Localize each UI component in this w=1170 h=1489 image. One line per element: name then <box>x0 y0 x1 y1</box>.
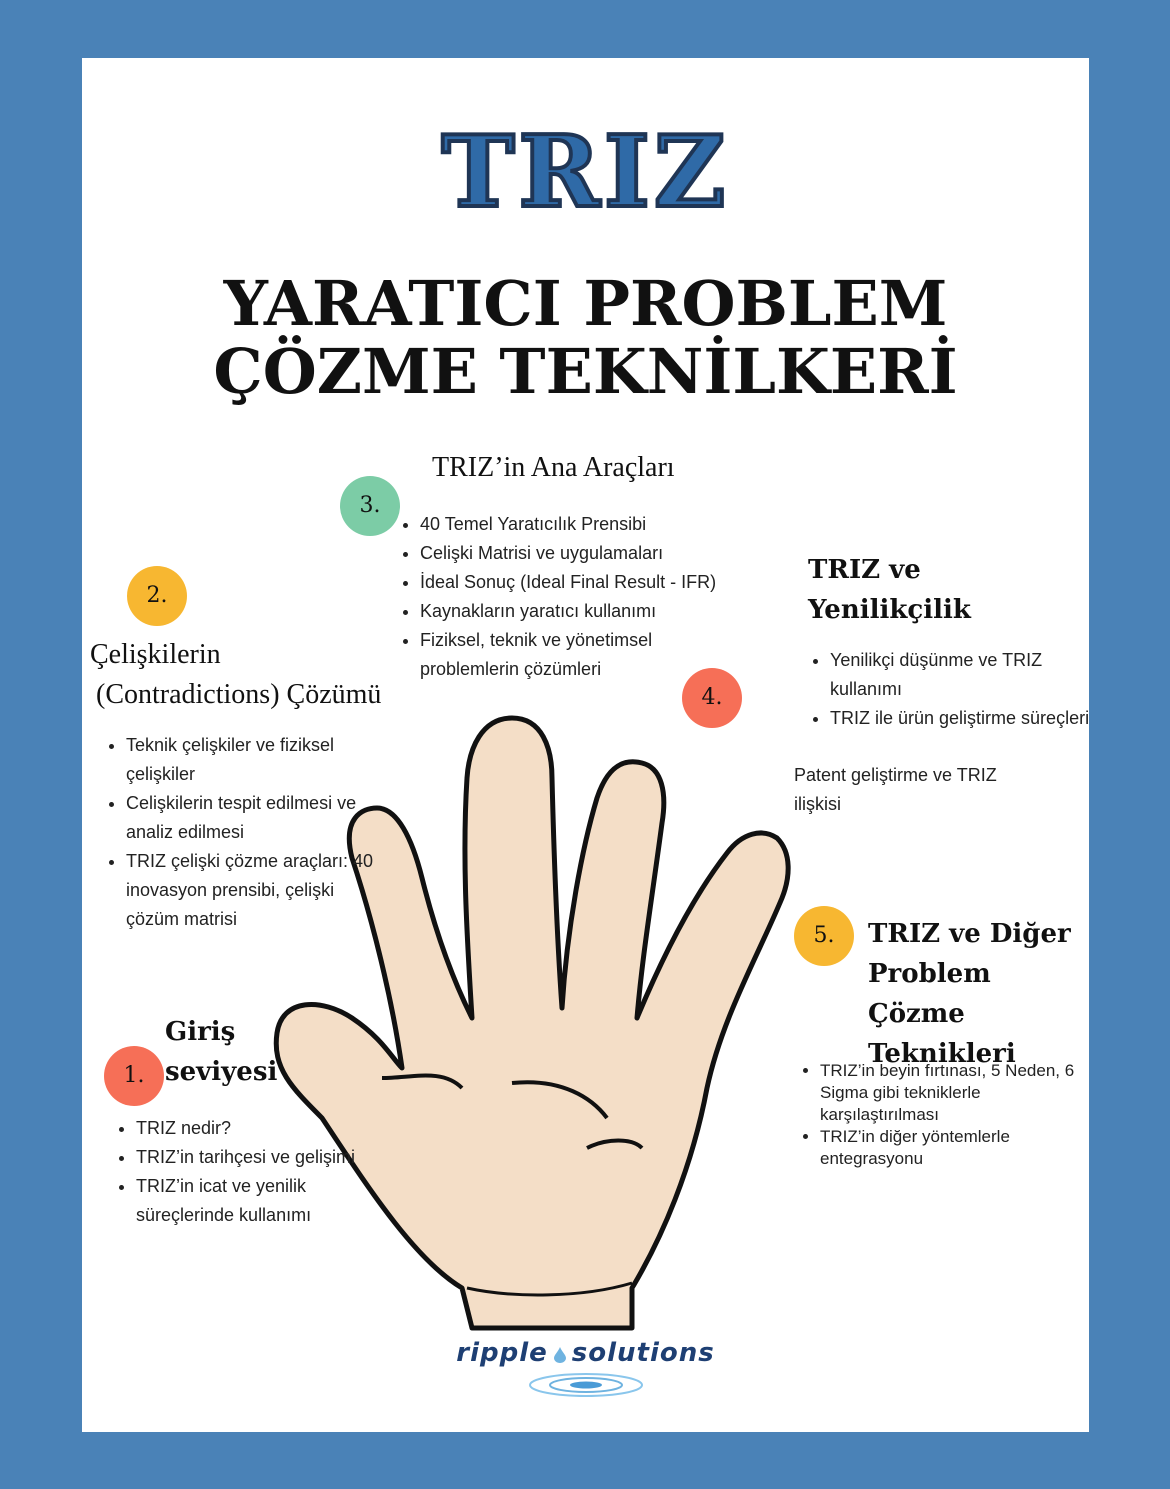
section-1-heading-line-2: seviyesi <box>165 1057 278 1087</box>
badge-2: 2. <box>127 566 187 626</box>
section-4-list <box>808 646 1090 733</box>
section-5-heading-line-2: Problem Çözme <box>868 959 991 1029</box>
section-5-heading-line-3: Teknikleri <box>868 1039 1016 1069</box>
list-item: • TRIZ’in icat ve yenilik süreçlerinde kullanımı <box>136 1172 366 1230</box>
section-5-heading <box>868 914 1089 1074</box>
section-1-list <box>114 1114 366 1230</box>
section-4-extra-text: Patent geliştirme ve TRIZ ilişkisi <box>794 765 997 814</box>
poster-subtitle <box>82 267 1089 408</box>
list-item: • Teknik çelişkiler ve fiziksel çelişkiler <box>126 731 376 789</box>
list-item: • TRIZ’in diğer yöntemlerle entegrasyonu <box>820 1126 1080 1170</box>
list-item: • Kaynakların yaratıcı kullanımı <box>420 597 750 626</box>
list-item: • TRIZ ile ürün geliştirme süreçleri <box>830 704 1090 733</box>
badge-4: 4. <box>682 668 742 728</box>
list-item: • Celişkilerin tespit edilmesi ve analiz edilmesi <box>126 789 376 847</box>
badge-1: 1. <box>104 1046 164 1106</box>
list-item: • Fiziksel, teknik ve yönetimsel problemlerin çözümleri <box>420 626 750 684</box>
logo-word-2: solutions <box>571 1338 715 1368</box>
subtitle-line-2: ÇÖZME TEKNİLKERİ <box>213 335 958 408</box>
section-5-heading-line-1: TRIZ ve Diğer <box>868 919 1071 949</box>
section-2-heading-line-2: (Contradictions) Çözümü <box>96 679 382 710</box>
section-3-list <box>398 510 750 684</box>
list-item: • TRIZ’in beyin fırtınası, 5 Neden, 6 Sigma gibi tekniklerle karşılaştırılması <box>820 1060 1080 1126</box>
ripple-icon <box>526 1372 646 1398</box>
section-5-list <box>798 1060 1080 1170</box>
list-item: • İdeal Sonuç (Ideal Final Result - IFR) <box>420 568 750 597</box>
water-drop-icon <box>554 1347 566 1363</box>
list-item: • TRIZ nedir? <box>136 1114 366 1143</box>
section-4-heading: TRIZ ve Yenilikçilik <box>808 555 971 625</box>
badge-3: 3. <box>340 476 400 536</box>
badge-5: 5. <box>794 906 854 966</box>
poster-sheet <box>82 58 1089 1432</box>
list-item: • TRIZ çelişki çözme araçları: 40 inovasyon prensibi, çelişki çözüm matrisi <box>126 847 376 934</box>
list-item: • 40 Temel Yaratıcılık Prensibi <box>420 510 750 539</box>
poster-title: TRIZ <box>441 115 730 230</box>
list-item: • Yenilikçi düşünme ve TRIZ kullanımı <box>830 646 1090 704</box>
list-item: • TRIZ’in tarihçesi ve gelişimi <box>136 1143 366 1172</box>
list-item: • Celişki Matrisi ve uygulamaları <box>420 539 750 568</box>
subtitle-line-1: YARATICI PROBLEM <box>223 267 948 340</box>
section-2-list <box>104 731 376 934</box>
section-1-heading <box>165 1012 277 1092</box>
section-1-heading-line-1: Giriş <box>165 1017 236 1047</box>
section-2-heading-line-1: Çelişkilerin <box>90 639 221 670</box>
ripple-solutions-logo <box>82 1338 1089 1398</box>
section-2-heading <box>90 638 450 712</box>
section-3-heading: TRIZ’in Ana Araçları <box>432 452 675 483</box>
logo-word-1: ripple <box>456 1338 548 1368</box>
